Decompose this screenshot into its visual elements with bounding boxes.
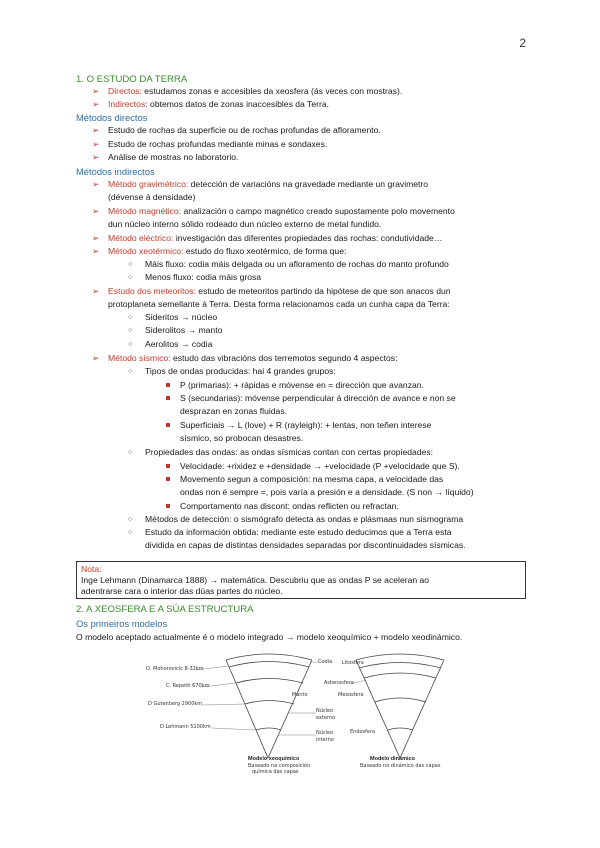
arrow-bullet-icon: ➢: [92, 152, 100, 162]
arrow-bullet-icon: ➢: [92, 86, 100, 96]
list-item: Método gravimétrico: detección de variacións na gravedade mediante un gravimetro: [108, 179, 429, 189]
figure-label: Manto: [292, 692, 308, 698]
sub-item: Tipos de ondas producidas: hai 4 grandes grupos:: [145, 366, 336, 376]
sub-item: Propiedades das ondas: as ondas sísmicas contan con certas propiedades:: [145, 447, 434, 457]
figure-label: C. Repetti 670km: [166, 683, 210, 689]
arrow-bullet-icon: ➢: [92, 286, 100, 296]
arrow-bullet-icon: ➢: [92, 206, 100, 216]
sub-item: Siderolitos → manto: [145, 325, 223, 335]
sub-item: Estudo da información obtida: mediante este estudo deducimos que a Terra esta: [145, 527, 452, 537]
figure-label: interno: [316, 737, 334, 743]
list-item: Método eléctrico: investigación das diferentes propiedades das rochas: condutividade…: [108, 233, 443, 243]
note-line: Inge Lehmann (Dinamarca 1888) → matemática. Descubriu que as ondas P se aceleran ao: [81, 575, 430, 585]
sub-item-continuation: dividida en capas de distintas densidades separadas por discontinuidades sísmicas.: [145, 540, 466, 550]
earth-models-figure: [138, 650, 470, 776]
circle-bullet-icon: ○: [128, 327, 133, 334]
square-bullet-icon: [166, 477, 170, 481]
figure-label: Endosfera: [350, 729, 376, 735]
square-bullet-icon: [166, 383, 170, 387]
sub-sub-item: Comportamento nas discont: ondas reflicten ou refractan.: [180, 501, 399, 511]
circle-bullet-icon: ○: [128, 449, 133, 456]
sub-sub-item: Movemento segun a composición: na mesma capa, a velocidade das: [180, 474, 444, 484]
sub-sub-item-continuation: desprazan en zonas fluidas.: [180, 406, 288, 416]
sub-sub-item-continuation: sísmico, so probocan desastres.: [180, 433, 304, 443]
list-item: Método xeotérmico: estudo do fluxo xeotérmico, de forma que:: [108, 246, 347, 256]
figure-caption-title: Modelo dinámico: [370, 756, 415, 762]
sub-item: Aerolitos → codia: [145, 339, 213, 349]
sub-sub-item: P (primarias): + rápidas e móvense en = dirección que avanzan.: [180, 380, 424, 390]
note-box: [76, 561, 526, 599]
note-line: adentrarse cara o interior das dúas partes do núcleo.: [81, 586, 283, 596]
circle-bullet-icon: ○: [128, 341, 133, 348]
figure-label: Núcleo: [316, 730, 334, 736]
subsection-title: Métodos directos: [76, 112, 148, 123]
figure-label: Astenosfera: [324, 680, 354, 686]
subsection-title: Os primeiros modelos: [76, 618, 168, 629]
arrow-bullet-icon: ➢: [92, 139, 100, 149]
arrow-bullet-icon: ➢: [92, 246, 100, 256]
list-item: Estudo dos meteoritos: estudo de meteoritos partindo da hipótese de que son anacos dun: [108, 286, 451, 296]
circle-bullet-icon: ○: [128, 516, 133, 523]
sub-item: Máis fluxo: codia máis delgada ou un afloramento de rochas do manto profundo: [145, 259, 449, 269]
figure-label: D Gutenberg 2900km: [148, 701, 203, 707]
circle-bullet-icon: ○: [128, 368, 133, 375]
list-item: Indirectos: obtemos datos de zonas inaccesibles da Terra.: [108, 99, 330, 109]
figure-caption: Baseado no dinámico das capas: [360, 763, 441, 769]
arrow-bullet-icon: ➢: [92, 353, 100, 363]
list-item: Estudo de rochas da superficie ou de rochas profundas de afloramento.: [108, 125, 381, 135]
list-item: Estudo de rochas profundas mediante minas e sondaxes.: [108, 139, 328, 149]
section-title: 2. A XEOSFERA E A SÚA ESTRUCTURA: [76, 604, 254, 615]
list-item: Método magnético: analización o campo magnético creado supostamente polo movemento: [108, 206, 455, 216]
circle-bullet-icon: ○: [128, 274, 133, 281]
sub-sub-item-continuation: ondas non é sempre =, pois varía a presión e a densidade. (S non → líquido): [180, 487, 474, 497]
list-item: Análise de mostras no laboratorio.: [108, 152, 239, 162]
list-item: Método sísmico: estudo das vibracións dos terremotos segundo 4 aspectos:: [108, 353, 398, 363]
arrow-bullet-icon: ➢: [92, 179, 100, 189]
square-bullet-icon: [166, 396, 170, 400]
square-bullet-icon: [166, 504, 170, 508]
sub-item: Menos fluxo: codia máis grosa: [145, 272, 262, 282]
section-title: 1. O ESTUDO DA TERRA: [76, 74, 188, 85]
list-item: Directos: estudamos zonas e accesibles da xeosfera (ás veces con mostras).: [108, 86, 403, 96]
figure-label: D Lehmann 5100km: [160, 724, 211, 730]
square-bullet-icon: [166, 423, 170, 427]
figure-label: Núcleo: [316, 708, 334, 714]
figure-label: Litosfera: [342, 660, 364, 666]
circle-bullet-icon: ○: [128, 261, 133, 268]
arrow-bullet-icon: ➢: [92, 125, 100, 135]
sub-sub-item: S (secundarias): móvense perpendicular á dirección de avance e non se: [180, 393, 456, 403]
figure-caption: química das capas: [252, 769, 299, 775]
paragraph: O modelo aceptado actualmente é o modelo integrado → modelo xeoquímico + modelo xeodinámico.: [76, 632, 463, 642]
sub-sub-item: Velocidade: +rixidez e +densidade → +velocidade (P +velocidade que S).: [180, 461, 460, 471]
sub-item: Sideritos → núcleo: [145, 312, 218, 322]
figure-caption: Baseado na composición: [248, 763, 311, 769]
arrow-bullet-icon: ➢: [92, 99, 100, 109]
square-bullet-icon: [166, 464, 170, 468]
subsection-title: Métodos indirectos: [76, 166, 155, 177]
list-item-continuation: dun núcleo interno sólido rodeado dun núcleo externo de metal fundido.: [108, 219, 382, 229]
sub-item: Métodos de detección: o sismógrafo detecta as ondas e plásmaas nun sismograma: [145, 514, 464, 524]
circle-bullet-icon: ○: [128, 314, 133, 321]
figure-label: D. Mohorovicic 8-32km: [146, 666, 204, 672]
figure-caption-title: Modelo xeoquímico: [248, 756, 300, 762]
arrow-bullet-icon: ➢: [92, 233, 100, 243]
note-title: Nota:: [81, 564, 102, 574]
list-item-continuation: protoplaneta semellante á Terra. Desta forma relacionamos cada un cunha capa da Terra:: [108, 299, 450, 309]
figure-label: Mesosfera: [338, 692, 364, 698]
figure-label: externo: [316, 715, 336, 721]
list-item-continuation: (dévense á densidade): [108, 192, 196, 202]
sub-sub-item: Superficiais → L (love) + R (rayleigh): + lentas, non teñen interese: [180, 420, 432, 430]
circle-bullet-icon: ○: [128, 529, 133, 536]
page-number: 2: [519, 36, 526, 50]
figure-label: Codia: [318, 659, 333, 665]
